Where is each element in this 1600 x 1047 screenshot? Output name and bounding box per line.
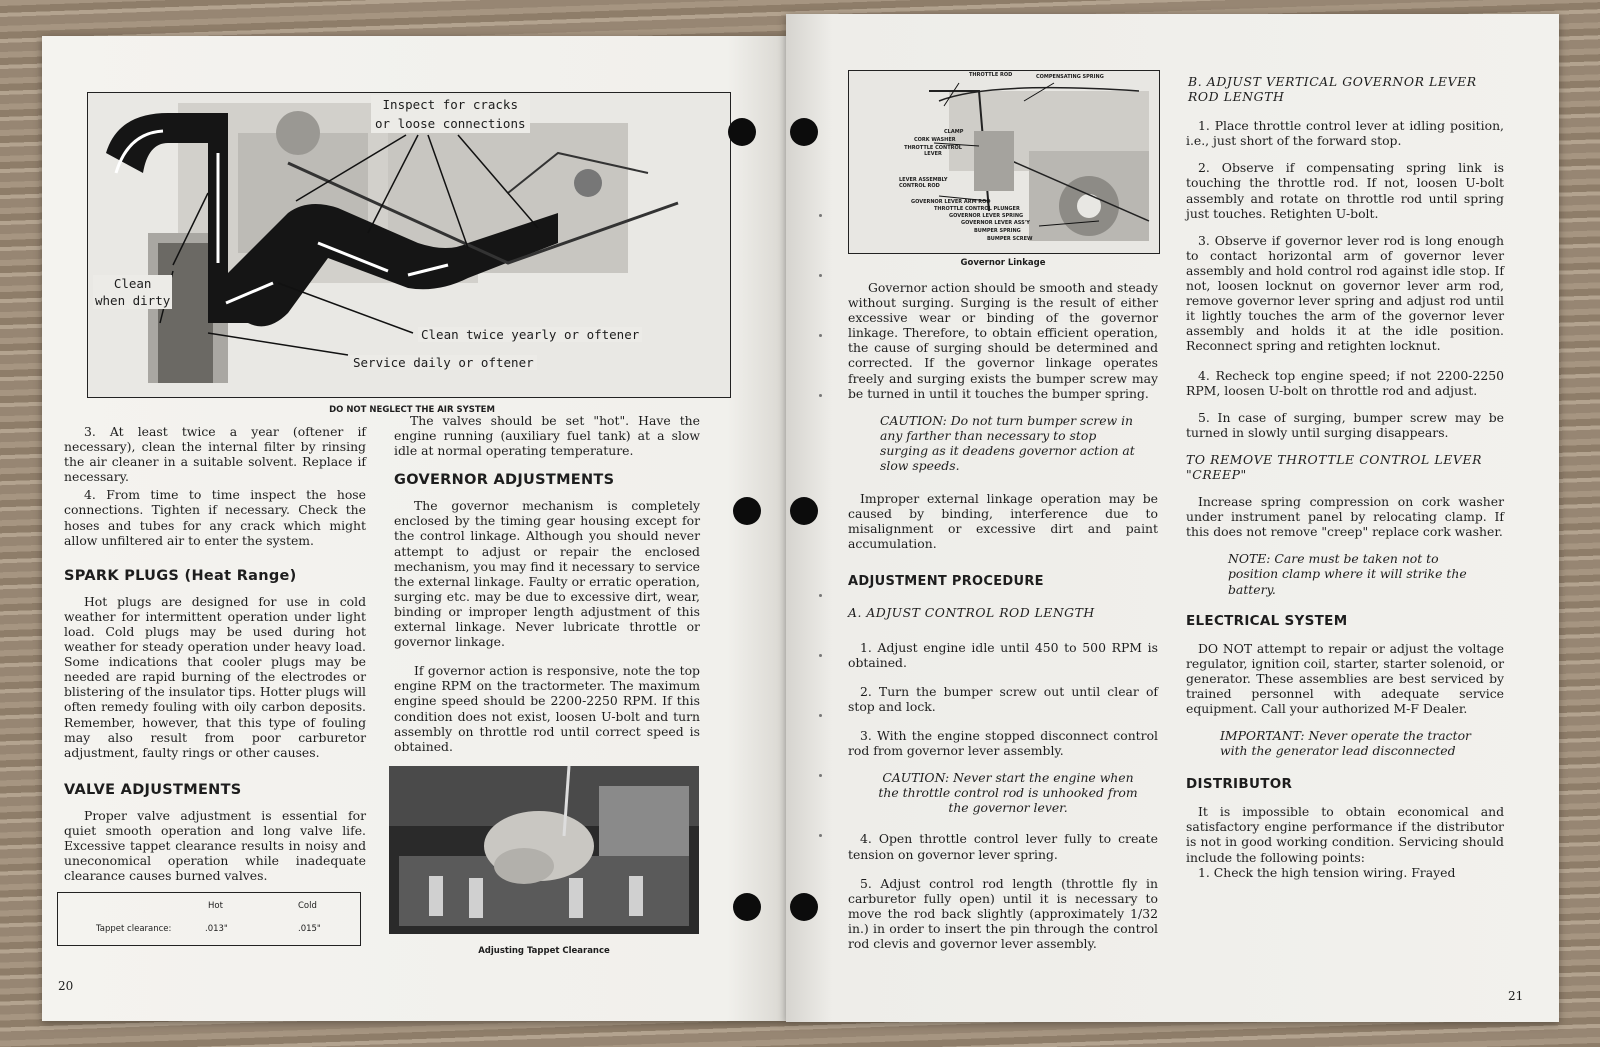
governor-linkage-figure <box>848 70 1160 254</box>
left-column <box>64 424 366 883</box>
improper-linkage-text: Improper external linkage operation may be caused by binding, interference due to misalignment or excessive dirt and paint accumulation. <box>848 491 1158 552</box>
adjustment-procedure-heading: ADJUSTMENT PROCEDURE <box>848 573 1044 589</box>
governor-linkage-caption: Governor Linkage <box>960 258 1046 268</box>
tappet-clearance-table <box>57 892 361 946</box>
label-bumper-screw: BUMPER SCREW <box>987 236 1033 242</box>
distributor-text: It is impossible to obtain economical and satisfactory engine performance if the distributor is not in good working condition. Servicing should include the following points: <box>1186 804 1504 865</box>
margin-mark <box>819 394 822 397</box>
margin-mark <box>819 714 822 717</box>
figure-label-clean-line1: Clean <box>113 276 152 291</box>
figure-label-clean-twice: Clean twice yearly or oftener <box>418 327 642 342</box>
figure-label-clean <box>93 275 172 309</box>
page-number-right: 21 <box>1508 989 1524 1003</box>
figure-label-service-daily: Service daily or oftener <box>350 355 537 370</box>
control-rod-step-5: 5. Adjust control rod length (throttle fly in carburetor fully open) until it is necessary to move the rod back slightly (approximately 1/32 in.) in order to insert the pin through the control rod clevis and governor lever assembly. <box>848 875 1158 951</box>
governor-rpm-text: If governor action is responsive, note the top engine RPM on the tractormeter. The maximum engine speed should be 2200-2250 RPM. If this condition does not exist, loosen U-bolt and turn assembly on throttle rod until correct speed is obtained. <box>394 663 700 754</box>
valves-set-hot-text: The valves should be set "hot". Have the engine running (auxiliary fuel tank) at a slow idle at normal operating temperature. <box>394 413 700 459</box>
control-rod-step-4: 4. Open throttle control lever fully to create tension on governor lever spring. <box>848 831 1158 862</box>
table-hot-value: .013" <box>205 924 228 934</box>
governor-adjustments-text: The governor mechanism is completely enclosed by the timing gear housing except for the control linkage. Although you should never attempt to adjust or repair the enclosed mechanism, you may find it necessary to service the external linkage. Faulty or erratic operation, surging etc. may be due to excessive dirt, wear, binding or improper length adjustment of this external linkage. Never lubricate throttle or governor linkage. <box>394 498 700 650</box>
vertical-rod-step-2: 2. Observe if compensating spring link is touching the throttle rod. If not, loosen U-bolt assembly and rotate on throttle rod until spring just touches. Retighten U-bolt. <box>1186 160 1504 221</box>
binder-hole <box>790 497 818 525</box>
label-governor-lever-arm-rod: GOVERNOR LEVER ARM ROD <box>911 199 991 205</box>
margin-mark <box>819 214 822 217</box>
right-page <box>786 14 1559 1022</box>
control-rod-step-1: 1. Adjust engine idle until 450 to 500 RPM is obtained. <box>848 639 1158 670</box>
margin-mark <box>819 594 822 597</box>
spark-plugs-heading: SPARK PLUGS (Heat Range) <box>64 567 297 584</box>
vertical-rod-step-5: 5. In case of surging, bumper screw may be turned in slowly until surging disappears. <box>1186 409 1504 440</box>
electrical-system-text: DO NOT attempt to repair or adjust the voltage regulator, ignition coil, starter, starter solenoid, or generator. These assemblies are best serviced by trained personnel with adequate service equipment. Call your authorized M-F Dealer. <box>1186 640 1504 716</box>
adjust-control-rod-subheading: A. ADJUST CONTROL ROD LENGTH <box>848 604 1095 620</box>
right-page-left-column <box>848 280 1158 951</box>
air-system-figure <box>87 92 731 398</box>
label-cork-washer: CORK WASHER <box>914 137 956 143</box>
vertical-rod-step-3: 3. Observe if governor lever rod is long enough to contact horizontal arm of governor lever assembly and hold control rod against idle stop. If not, loosen locknut on governor lever arm rod, remove governor lever spring and adjust rod until it lightly touches the arm of the governor lever assembly and holds it at the idle position. Reconnect spring and retighten locknut. <box>1186 232 1504 354</box>
generator-lead-important: IMPORTANT: Never operate the tractor with the generator lead disconnected <box>1220 728 1471 759</box>
clamp-note: NOTE: Care must be taken not to position clamp where it will strike the battery. <box>1228 551 1467 597</box>
left-page-right-column <box>394 413 700 754</box>
binder-hole <box>790 893 818 921</box>
label-governor-lever-assy: GOVERNOR LEVER ASS'Y <box>961 220 1030 226</box>
label-bumper-spring: BUMPER SPRING <box>974 228 1021 234</box>
binder-hole <box>728 118 756 146</box>
tappet-photo-caption: Adjusting Tappet Clearance <box>478 946 610 956</box>
tappet-photo-illustration <box>389 766 699 934</box>
electrical-system-heading: ELECTRICAL SYSTEM <box>1186 612 1348 629</box>
figure-label-inspect <box>371 95 530 133</box>
label-governor-lever-spring: GOVERNOR LEVER SPRING <box>949 213 1024 219</box>
right-page-right-column <box>1186 74 1504 880</box>
label-throttle-rod: THROTTLE ROD <box>969 72 1013 78</box>
valve-adjustments-text: Proper valve adjustment is essential for quiet smooth operation and long valve life. Excessive tappet clearance results in noisy and uneconomical operation while inadequate clearance causes burned valves. <box>64 807 366 884</box>
left-page <box>42 36 787 1021</box>
binder-hole <box>733 497 761 525</box>
control-rod-step-3: 3. With the engine stopped disconnect control rod from governor lever assembly. <box>848 727 1158 759</box>
tappet-adjustment-photo <box>389 766 699 934</box>
distributor-heading: DISTRIBUTOR <box>1186 776 1293 793</box>
margin-mark <box>819 654 822 657</box>
figure-label-inspect-line1: Inspect for cracks <box>382 97 518 112</box>
label-lever-assembly: LEVER ASSEMBLY CONTROL ROD <box>899 177 948 189</box>
margin-mark <box>819 274 822 277</box>
air-system-caption: DO NOT NEGLECT THE AIR SYSTEM <box>329 405 495 415</box>
margin-mark <box>819 834 822 837</box>
binder-hole <box>733 893 761 921</box>
throttle-creep-heading: TO REMOVE THROTTLE CONTROL LEVER "CREEP" <box>1186 451 1483 482</box>
governor-action-text: Governor action should be smooth and steady without surging. Surging is the result of either excessive wear or binding of the governor linkage. Therefore, to obtain efficient operation, the cause of surging should be determined and corrected. If the governor linkage operates freely and surging exists the bumper screw may be turned in until it touches the bumper spring. <box>848 280 1158 401</box>
figure-label-clean-line2: when dirty <box>95 293 171 308</box>
table-header-cold: Cold <box>298 901 317 911</box>
throttle-creep-text: Increase spring compression on cork washer under instrument panel by relocating clamp. If this does not remove "creep" replace cork washer. <box>1186 494 1504 540</box>
air-system-illustration <box>88 93 730 397</box>
vertical-rod-step-4: 4. Recheck top engine speed; if not 2200-2250 RPM, loosen U-bolt on throttle rod and adjust. <box>1186 367 1504 398</box>
binder-hole <box>790 118 818 146</box>
spark-plugs-text: Hot plugs are designed for use in cold weather for intermittent operation under light load. Cold plugs may be used during hot weather for steady operation under heavy load. Some indications that cooler plugs may be needed are rapid burning of the electrodes or blistering of the insulator tips. Hotter plugs will often remedy fouling with oily carbon deposits. Remember, however, that this type of fouling may also result from poor carburetor adjustment, faulty rings or other causes. <box>64 593 366 760</box>
vertical-rod-step-1: 1. Place throttle control lever at idling position, i.e., just short of the forward stop. <box>1186 118 1504 149</box>
label-throttle-control-lever: THROTTLE CONTROL LEVER <box>904 145 962 157</box>
hose-step-4: 4. From time to time inspect the hose connections. Tighten if necessary. Check the hoses and tubes for any crack which might allow unfiltered air to enter the system. <box>64 487 366 548</box>
air-cleaner-step-3: 3. At least twice a year (oftener if necessary), clean the internal filter by rinsing the air cleaner in a suitable solvent. Replace if necessary. <box>64 424 366 485</box>
table-row-label: Tappet clearance: <box>96 924 172 934</box>
table-cold-value: .015" <box>298 924 321 934</box>
throttle-rod-caution: CAUTION: Never start the engine when the throttle control rod is unhooked from the governor lever. <box>878 770 1138 816</box>
distributor-item-1: 1. Check the high tension wiring. Frayed <box>1198 864 1456 880</box>
governor-adjustments-heading: GOVERNOR ADJUSTMENTS <box>394 472 615 489</box>
figure-label-inspect-line2: or loose connections <box>375 116 526 131</box>
adjust-vertical-rod-subheading: B. ADJUST VERTICAL GOVERNOR LEVER ROD LENGTH <box>1188 74 1477 105</box>
label-compensating-spring: COMPENSATING SPRING <box>1036 74 1104 80</box>
valve-adjustments-heading: VALVE ADJUSTMENTS <box>64 781 242 798</box>
table-header-hot: Hot <box>208 901 223 911</box>
margin-mark <box>819 334 822 337</box>
label-clamp: CLAMP <box>944 129 964 135</box>
label-throttle-control-plunger: THROTTLE CONTROL PLUNGER <box>934 206 1020 212</box>
control-rod-step-2: 2. Turn the bumper screw out until clear of stop and lock. <box>848 683 1158 714</box>
bumper-screw-caution: CAUTION: Do not turn bumper screw in any farther than necessary to stop surging as it deadens governor action at slow speeds. <box>880 412 1135 474</box>
page-number-left: 20 <box>58 979 74 993</box>
margin-mark <box>819 774 822 777</box>
